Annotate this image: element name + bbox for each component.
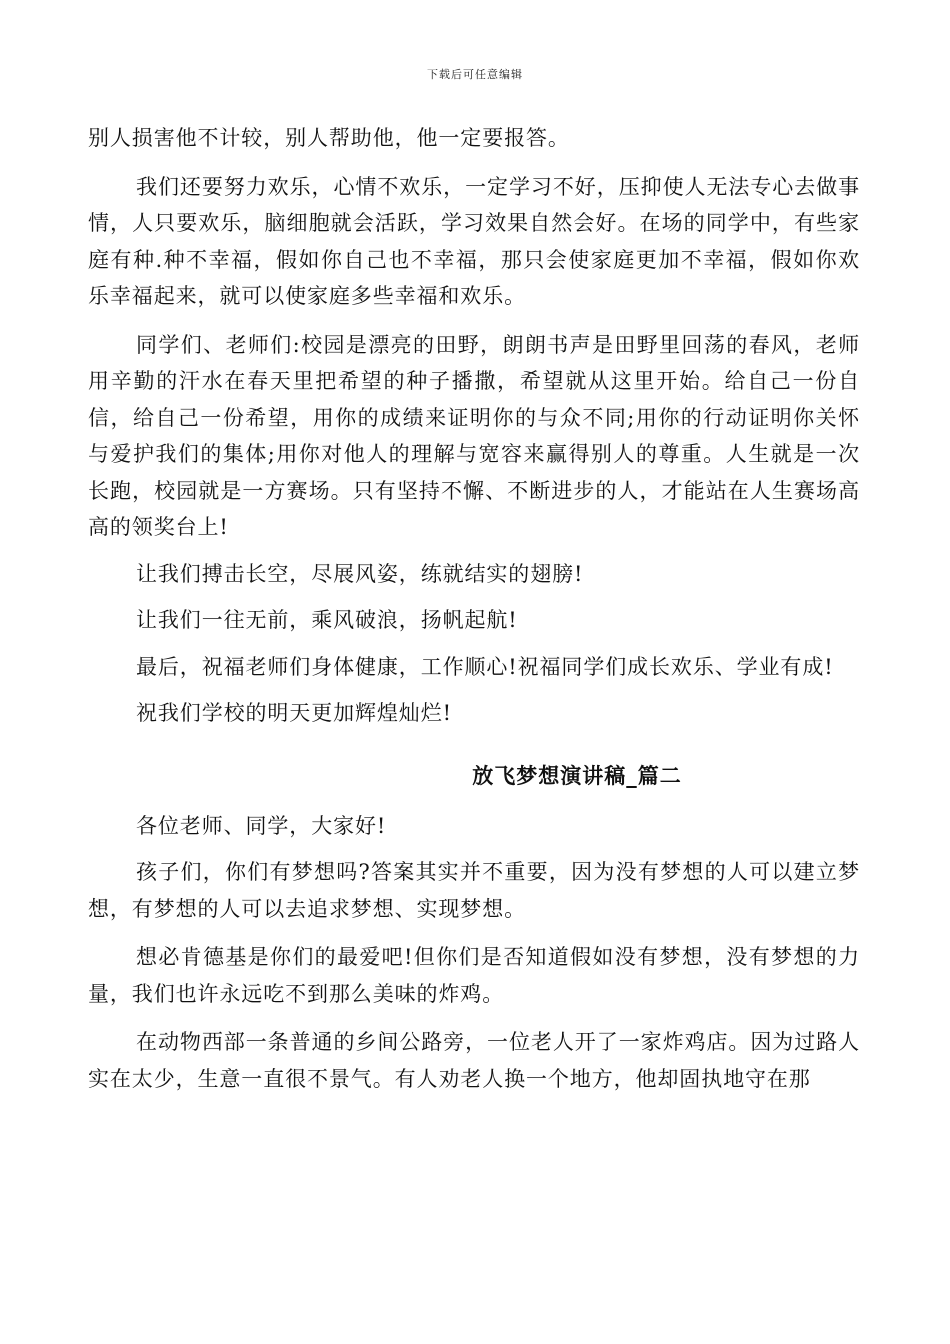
paragraph-3: 同学们、老师们:校园是漂亮的田野，朗朗书声是田野里回荡的春风，老师用辛勤的汗水在春天里把希望的种子播撒，希望就从这里开始。给自己一份自信，给自己一份希望，用你的成绩来证明你的与众不同;用你的行动证明你关怀与爱护我们的集体;用你对他人的理解与宽容来赢得别人的尊重。人生就是一次长跑，校园就是一方赛场。只有坚持不懈、不断进步的人，才能站在人生赛场高高的领奖台上! [88,332,860,539]
section-heading: 放飞梦想演讲稿_篇二 [472,762,682,788]
paragraph-8: 各位老师、同学，大家好! [136,813,387,838]
paragraph-5: 让我们一往无前，乘风破浪，扬帆起航! [136,608,518,632]
page-header-note: 下载后可任意编辑 [427,68,523,81]
paragraph-1: 别人损害他不计较，别人帮助他，他一定要报答。 [88,126,570,150]
paragraph-7: 祝我们学校的明天更加辉煌灿烂! [136,701,452,725]
paragraph-11: 在动物西部一条普通的乡间公路旁，一位老人开了一家炸鸡店。因为过路人实在太少，生意一直很不景气。有人劝老人换一个地方，他却固执地守在那 [88,1030,860,1091]
paragraph-4: 让我们搏击长空，尽展风姿，练就结实的翅膀! [136,561,584,586]
paragraph-9: 孩子们，你们有梦想吗?答案其实并不重要，因为没有梦想的人可以建立梦想，有梦想的人可以去追求梦想、实现梦想。 [88,860,860,921]
document-body [88,120,860,1097]
paragraph-6: 最后，祝福老师们身体健康，工作顺心!祝福同学们成长欢乐、学业有成! [136,654,834,679]
paragraph-10: 想必肯德基是你们的最爱吧!但你们是否知道假如没有梦想，没有梦想的力量，我们也许永远吃不到那么美味的炸鸡。 [88,945,860,1006]
paragraph-2: 我们还要努力欢乐，心情不欢乐，一定学习不好，压抑使人无法专心去做事情，人只要欢乐，脑细胞就会活跃，学习效果自然会好。在场的同学中，有些家庭有种.种不幸福，假如你自己也不幸福，那只会使家庭更加不幸福，假如你欢乐幸福起来，就可以使家庭多些幸福和欢乐。 [88,174,860,308]
